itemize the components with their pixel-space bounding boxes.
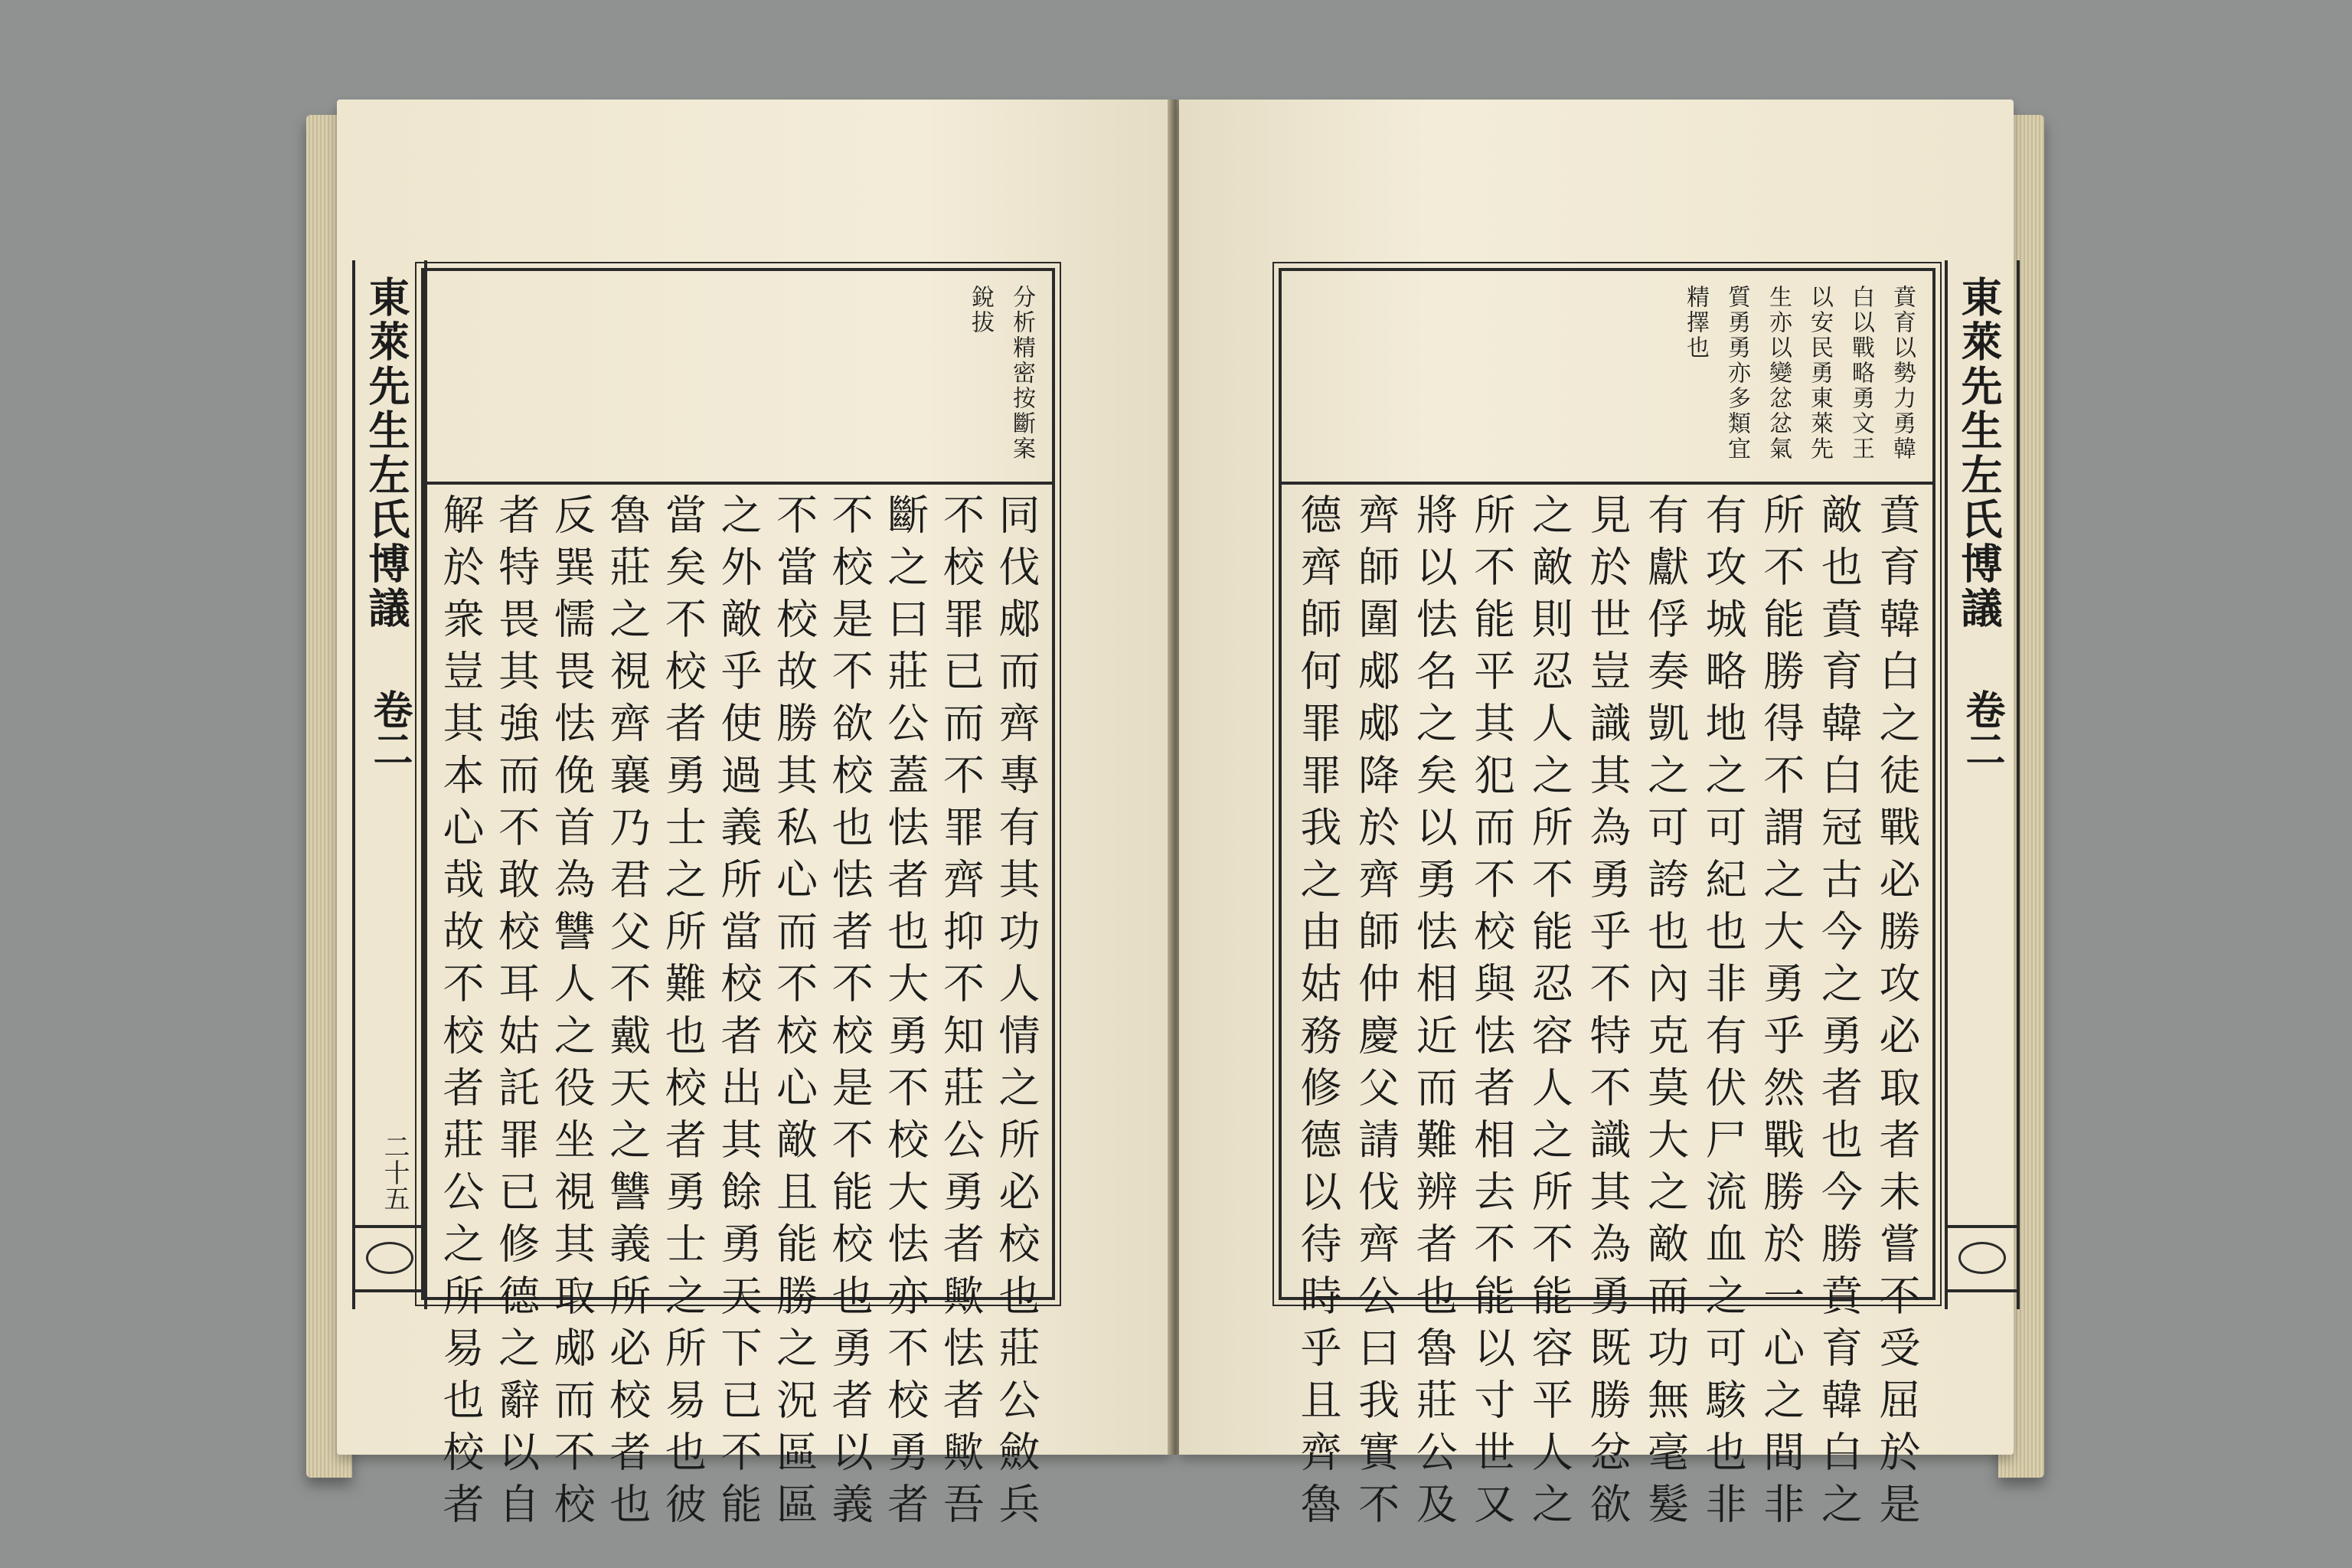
left-fishtail-ornament [355,1225,424,1292]
text-column: 之外敵乎使過義所當校者出其餘勇天下已不能 [714,493,763,1534]
text-column: 賁育韓白之徒戰必勝攻必取者未嘗不受屈於是 [1872,493,1921,1534]
right-headnote-line: 賁育以勢力勇韓 [1889,285,1916,462]
left-folio-number: 二十五 [379,1133,410,1211]
left-text-frame [421,268,1055,1534]
right-margin-title: 東萊先生左氏博議 [1955,276,2004,631]
right-volume-label: 卷二 [1958,689,2005,769]
left-headnote-line: 分析精密按斷案 [1008,285,1035,462]
open-book [306,100,2044,1534]
left-headnote-line: 銳拔 [967,285,994,335]
left-volume-label: 卷二 [366,689,413,769]
right-headnote-line: 質勇勇亦多類宜 [1723,285,1750,462]
left-text-columns [436,493,1040,1534]
right-headnote-band [1282,271,1932,485]
left-margin-title-block [352,260,427,1309]
left-page [337,100,1171,1534]
text-column: 不校是不欲校也怯者不校是不能校也勇者以義 [825,493,874,1534]
text-column: 反巽懦畏怯俛首為讐人之役坐視其取郕而不校 [547,493,596,1534]
right-headnote [1678,285,1919,469]
right-page [1179,100,2014,1534]
text-column: 所不能平其犯而不校與怯者相去不能以寸世又 [1467,493,1516,1534]
text-column: 斷之曰莊公蓋怯者也大勇不校大怯亦不校勇者 [880,493,929,1534]
right-headnote-line: 以安民勇東萊先 [1806,285,1833,462]
text-column: 不校罪已而不罪齊抑不知莊公勇者歟怯者歟吾 [936,493,985,1534]
left-margin-title: 東萊先生左氏博議 [362,276,411,631]
text-column: 當矣不校者勇士之所難也校者勇士之所易也彼 [658,493,707,1534]
text-column: 魯莊之視齊襄乃君父不戴天之讐義所必校者也 [603,493,652,1534]
right-headnote-line: 精擇也 [1682,285,1709,361]
text-column: 見於世豈識其為勇乎不特不識其為勇既勝忿欲 [1583,493,1632,1534]
text-column: 同伐郕而齊專有其功人情之所必校也莊公斂兵 [991,493,1040,1534]
text-column: 有攻城略地之可紀也非有伏尸流血之可駭也非 [1699,493,1748,1534]
left-headnote-band [424,271,1052,485]
text-column: 所不能勝得不謂之大勇乎然戰勝於一心之間非 [1756,493,1805,1534]
text-column: 者特畏其強而不敢校耳姑託罪已修德之辭以自 [492,493,541,1534]
left-headnote [963,285,1038,469]
right-fishtail-ornament [1948,1225,2017,1292]
text-column: 齊師圍郕郕降於齊師仲慶父請伐齊公曰我實不 [1351,493,1400,1534]
right-headnote-line: 生亦以變忿忿氣 [1765,285,1792,462]
text-column: 不當校故勝其私心而不校心敵且能勝之況區區 [769,493,818,1534]
text-column: 之敵則忍人之所不能忍容人之所不能容平人之 [1525,493,1574,1534]
text-column: 解於衆豈其本心哉故不校者莊公之所易也校者 [436,493,485,1534]
text-column: 德齊師何罪罪我之由姑務修德以待時乎且齊魯 [1294,493,1342,1534]
right-margin-title-block [1945,260,2020,1309]
text-column: 敵也賁育韓白冠古今之勇者也今勝賁育韓白之 [1815,493,1864,1534]
right-text-frame [1279,268,1936,1534]
text-column: 有獻俘奏凱之可誇也內克莫大之敵而功無毫髮 [1641,493,1690,1534]
right-text-columns [1294,493,1921,1534]
text-column: 將以怯名之矣以勇怯相近而難辨者也魯莊公及 [1410,493,1459,1534]
right-headnote-line: 白以戰略勇文王 [1847,285,1874,462]
